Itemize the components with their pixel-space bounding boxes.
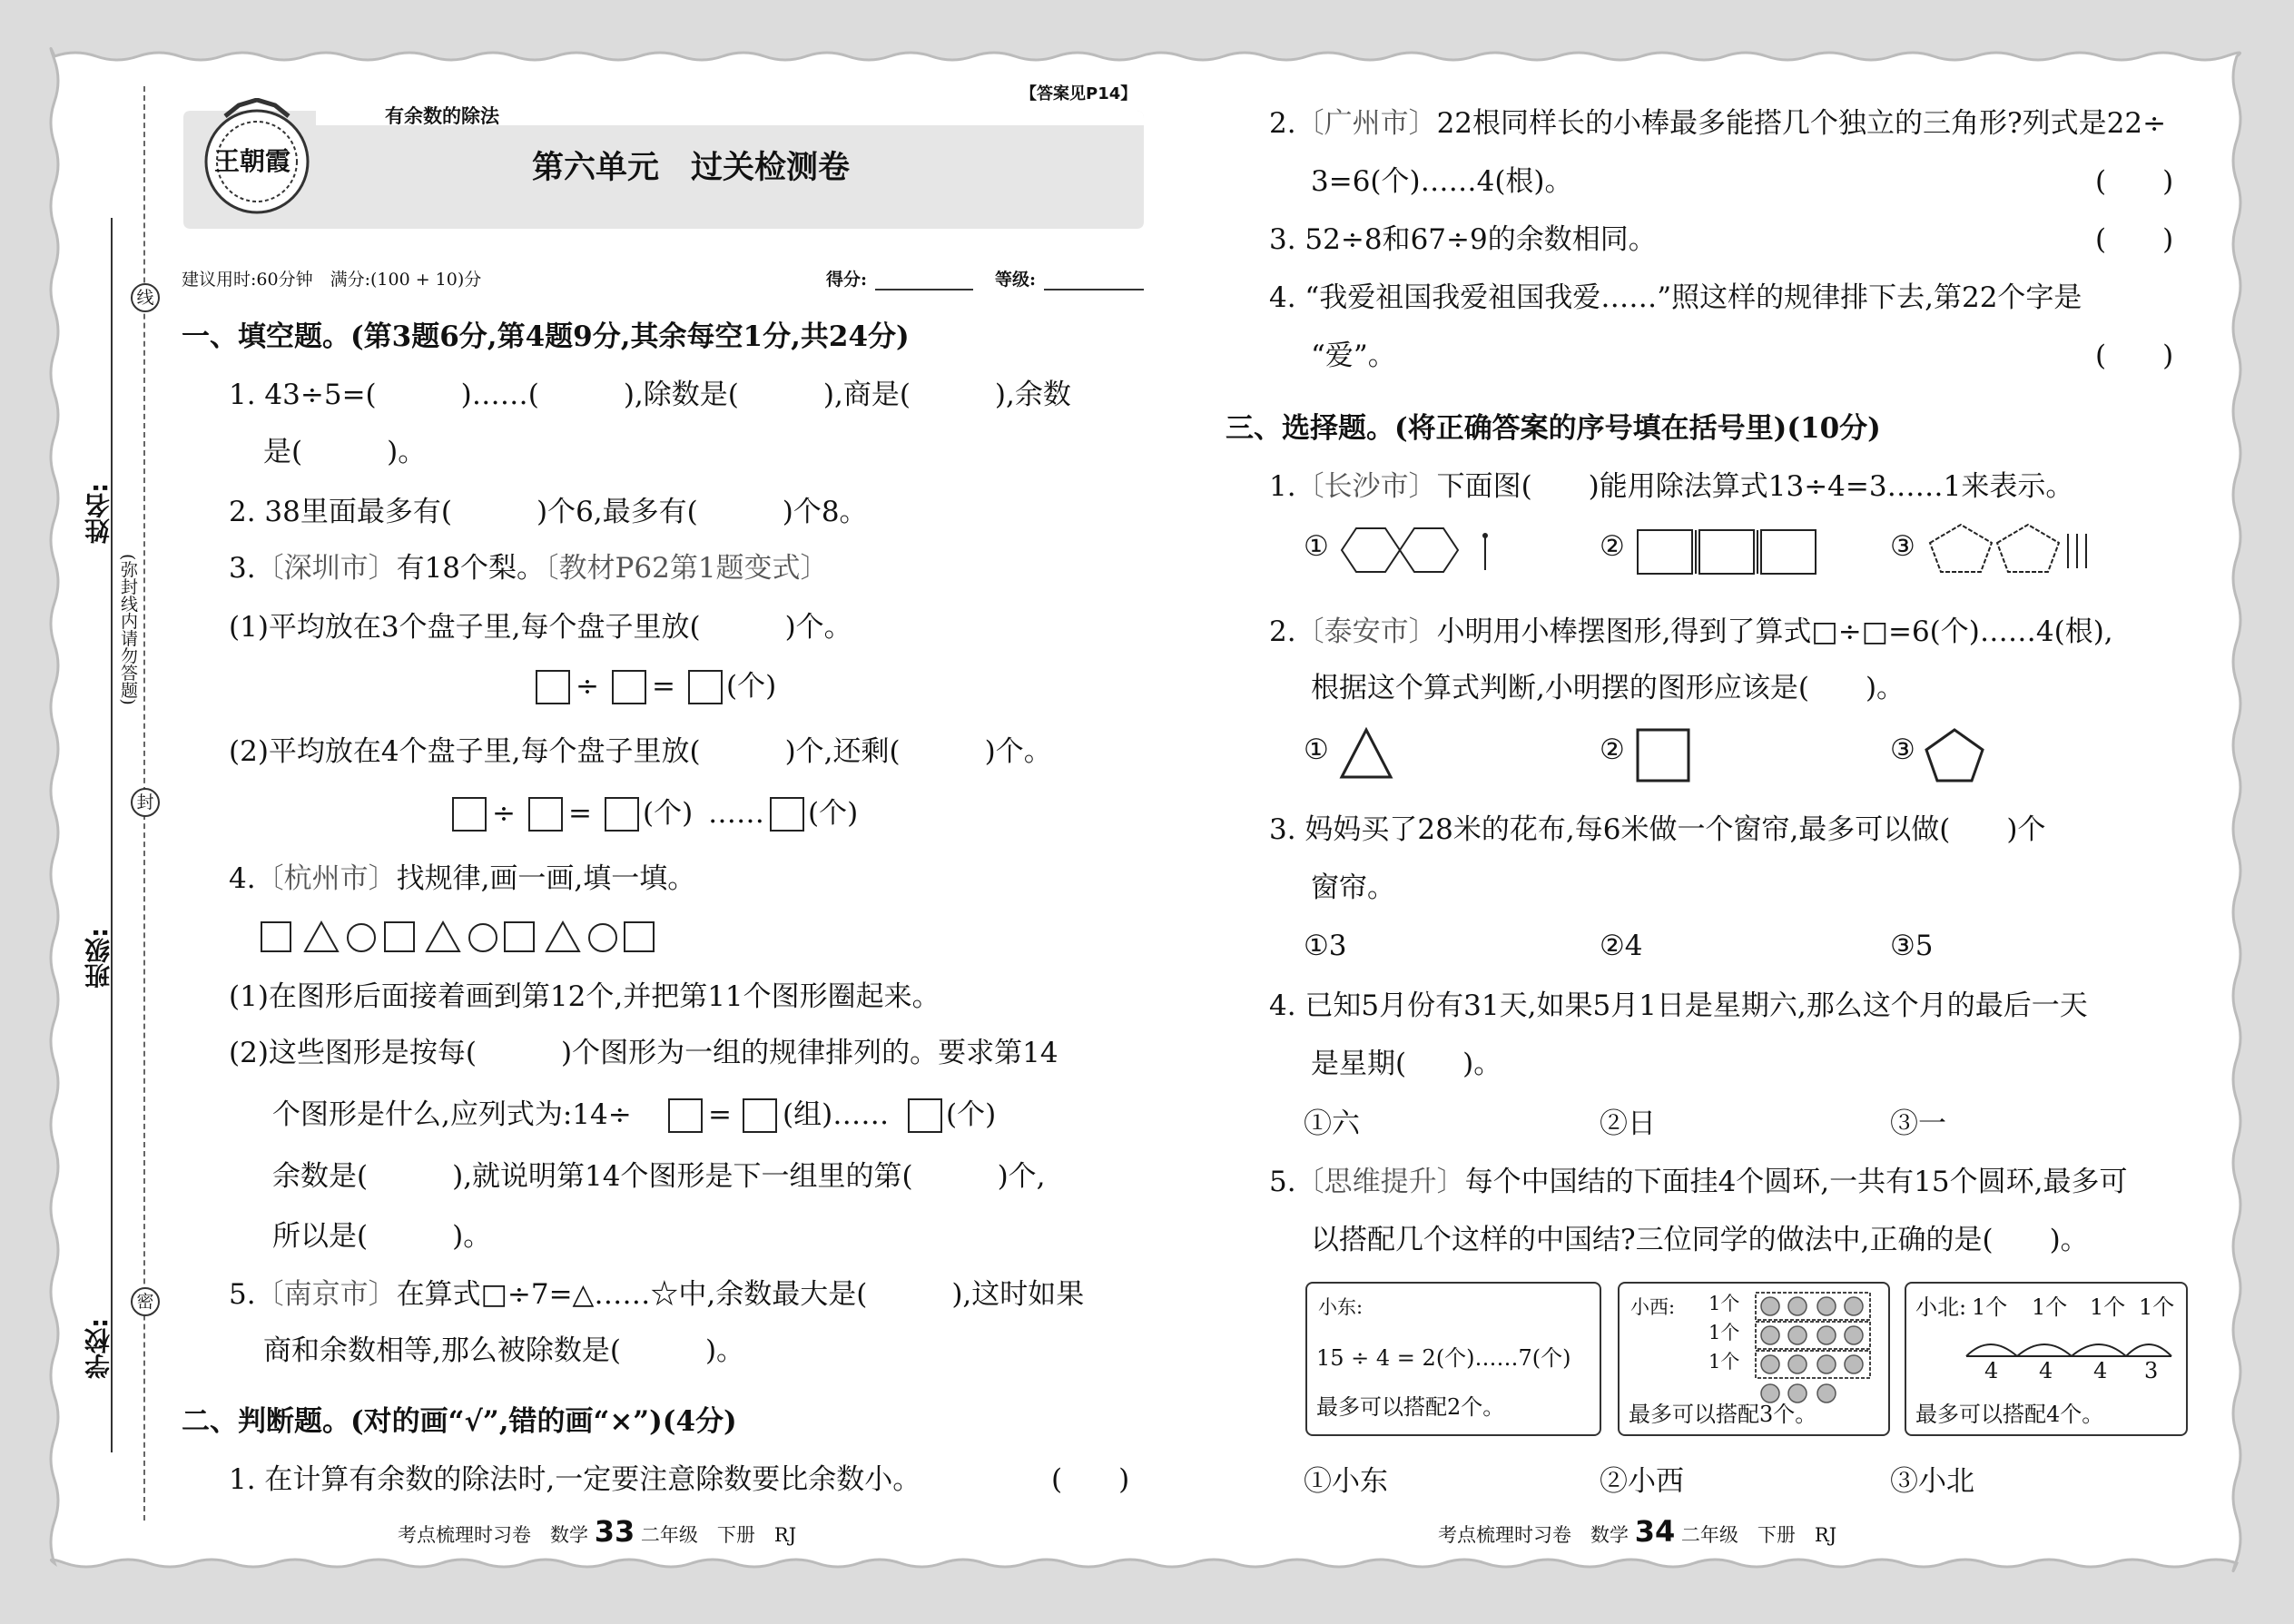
opt-3: ③ <box>1890 530 1915 563</box>
card-xiaobei <box>1905 1282 2188 1436</box>
sec1-title: 一、填空题。(第3题6分,第4题9分,其余每空1分,共24分) <box>182 320 910 353</box>
card2-row1: 1个 <box>1708 1293 1740 1314</box>
sec1-q5 <box>229 1276 1084 1313</box>
score-label: 得分: <box>826 270 868 290</box>
card2-result: 最多可以搭配3个。 <box>1629 1402 1817 1427</box>
sec1-q3-2: (2)平均放在4个盘子里,每个盘子里放( )个,还剩( )个。 <box>229 735 1052 768</box>
grade-line <box>1044 289 1144 290</box>
card2-row2: 1个 <box>1708 1322 1740 1343</box>
binding-mi: 密 <box>131 1287 160 1316</box>
answer-box[interactable] <box>770 797 804 832</box>
sec3-q3-opt2: ②4 <box>1600 930 1643 962</box>
eq-sign: = <box>568 797 592 830</box>
binding-xian: 线 <box>131 283 160 312</box>
page-title: 第六单元 过关检测卷 <box>532 150 851 186</box>
answer-box[interactable] <box>668 1098 703 1133</box>
card3-name: 小北: <box>1915 1294 1967 1320</box>
sec2-q4-b: “爱”。 <box>1311 340 1396 372</box>
sec2-q2-paren[interactable]: ( ) <box>2095 165 2174 198</box>
sec3-q5-opt1: ①小东 <box>1304 1465 1388 1498</box>
card3-result: 最多可以搭配4个。 <box>1915 1402 2104 1427</box>
sec3-q3-b: 窗帘。 <box>1311 871 1395 904</box>
pentagon-sticks-figure <box>1925 521 2097 577</box>
answer-box[interactable] <box>908 1098 942 1133</box>
s3q5-num: 5. <box>1269 1166 1296 1198</box>
sec1-q4-2a: (2)这些图形是按每( )个图形为一组的规律排列的。要求第14 <box>229 1037 1058 1069</box>
triangle-figure <box>1338 726 1394 781</box>
sec2-q3-paren[interactable]: ( ) <box>2095 223 2174 256</box>
square-figure <box>1634 726 1692 784</box>
sec3-title: 三、选择题。(将正确答案的序号填在括号里)(10分) <box>1226 412 1881 445</box>
q4-text: 找规律,画一画,填一填。 <box>396 862 696 895</box>
answer-box[interactable] <box>536 670 570 704</box>
sec3-q3-opt3: ③5 <box>1890 930 1934 962</box>
class-label: 班级: <box>84 927 113 989</box>
card1-calc: 15 ÷ 4 = 2(个)……7(个) <box>1316 1345 1571 1371</box>
footer-right-suffix: 二年级 下册 RJ <box>1680 1524 1837 1546</box>
q3-tag2: 〔教材P62第1题变式〕 <box>545 552 829 585</box>
q3-tag: 〔深圳市〕 <box>255 552 397 585</box>
sec2-title: 二、判断题。(对的画“√”,错的画“×”)(4分) <box>182 1405 737 1438</box>
s2q2-tag: 〔广州市〕 <box>1295 107 1437 140</box>
grade-label: 等级: <box>995 270 1037 290</box>
sec1-q4-2c: 余数是( ),就说明第14个图形是下一组里的第( )个, <box>272 1160 1046 1193</box>
page-number-right: 34 <box>1634 1514 1676 1549</box>
s3q2-num: 2. <box>1269 615 1296 648</box>
s2q2-num: 2. <box>1269 107 1296 140</box>
sec1-q1a: 1. 43÷5=( )……( ),除数是( ),商是( ),余数 <box>229 379 1071 411</box>
score-line <box>875 289 973 290</box>
sec1-q4-2d: 所以是( )。 <box>272 1220 492 1253</box>
footer-right-prefix: 考点梳理时习卷 数学 <box>1438 1524 1629 1546</box>
sec1-q4-2b: 个图形是什么,应列式为:14÷ <box>272 1098 632 1131</box>
dots: …… <box>708 797 764 830</box>
binding-solid-line <box>111 218 113 1452</box>
q4-tag: 〔杭州市〕 <box>255 862 397 895</box>
unit-topic: 有余数的除法 <box>385 104 499 127</box>
q3-text: 有18个梨。 <box>396 552 546 585</box>
answer-box[interactable] <box>452 797 487 832</box>
card1-result: 最多可以搭配2个。 <box>1316 1394 1505 1420</box>
sec3-q4-opt3: ③一 <box>1890 1107 1946 1140</box>
sec3-q2-b: 根据这个算式判断,小明摆的图形应该是( )。 <box>1311 672 1905 704</box>
s3q5-tag: 〔思维提升〕 <box>1295 1166 1465 1198</box>
card3-num1: 4 <box>1984 1358 1999 1383</box>
sec3-q5-b: 以搭配几个这样的中国结?三位同学的做法中,正确的是( )。 <box>1311 1224 2089 1256</box>
hexagon-sticks-figure <box>1338 523 1501 577</box>
footer-left-suffix: 二年级 下册 RJ <box>640 1524 797 1546</box>
sec3-q1 <box>1269 468 2073 505</box>
q4-num: 4. <box>229 862 256 895</box>
binding-feng: 封 <box>131 788 160 817</box>
card-xiaodong <box>1305 1282 1601 1436</box>
sec3-q5-opt2: ②小西 <box>1600 1465 1684 1498</box>
sec1-q3 <box>229 550 829 586</box>
opt-3: ③ <box>1890 733 1915 766</box>
unit-ge: (个) <box>946 1098 997 1131</box>
unit-ge: (个) <box>643 797 694 830</box>
answer-box[interactable] <box>612 670 646 704</box>
eq-sign: = <box>708 1098 732 1131</box>
s3q1-tag: 〔长沙市〕 <box>1295 470 1437 503</box>
sec3-q4-opt1: ①六 <box>1304 1107 1360 1140</box>
q5-tag: 〔南京市〕 <box>255 1278 397 1311</box>
logo-text: 王朝霞 <box>214 146 291 176</box>
sec2-q4: 4. “我爱祖国我爱祖国我爱……”照这样的规律排下去,第22个字是 <box>1269 281 2082 314</box>
opt-1: ① <box>1304 530 1329 563</box>
sec3-q5-opt3: ③小北 <box>1890 1465 1974 1498</box>
rings-grid <box>1754 1291 1872 1409</box>
footer-left <box>398 1514 797 1549</box>
sec2-q1-paren[interactable]: ( ) <box>1051 1463 1130 1496</box>
card3-label4: 1个 <box>2139 1294 2175 1320</box>
school-label: 学校: <box>84 1317 113 1379</box>
footer-left-prefix: 考点梳理时习卷 数学 <box>398 1524 588 1546</box>
q3-num: 3. <box>229 552 256 585</box>
answer-box[interactable] <box>688 670 723 704</box>
sec3-q4: 4. 已知5月份有31天,如果5月1日是星期六,那么这个月的最后一天 <box>1269 989 2088 1022</box>
sec1-q5-b: 商和余数相等,那么被除数是( )。 <box>263 1334 745 1367</box>
card2-row3: 1个 <box>1708 1351 1740 1373</box>
sec1-q1b: 是( )。 <box>263 436 427 468</box>
sec2-q4-paren[interactable]: ( ) <box>2095 340 2174 372</box>
card1-name: 小东: <box>1318 1296 1364 1318</box>
card3-num3: 4 <box>2093 1358 2108 1383</box>
sec3-q2 <box>1269 614 2113 650</box>
answer-box[interactable] <box>528 797 563 832</box>
opt-2: ② <box>1600 733 1625 766</box>
s3q5-text: 每个中国结的下面挂4个圆环,一共有15个圆环,最多可 <box>1464 1166 2128 1198</box>
square-sticks-figure <box>1634 527 1825 577</box>
zu-label: (组)…… <box>783 1098 890 1131</box>
page-number-left: 33 <box>594 1514 635 1549</box>
s3q1-text: 下面图( )能用除法算式13÷4=3……1来表示。 <box>1436 470 2074 503</box>
q5-num: 5. <box>229 1278 256 1311</box>
card3-label3: 1个 <box>2090 1294 2126 1320</box>
sec2-q3: 3. 52÷8和67÷9的余数相同。 <box>1269 223 1657 256</box>
s3q2-tag: 〔泰安市〕 <box>1295 615 1437 648</box>
sec2-q1: 1. 在计算有余数的除法时,一定要注意除数要比余数小。 <box>229 1463 921 1496</box>
arc-groups <box>1963 1329 2181 1362</box>
card-xiaoxi <box>1618 1282 1890 1436</box>
s2q2-text: 22根同样长的小棒最多能搭几个独立的三角形?列式是22÷ <box>1436 107 2167 140</box>
unit-ge: (个) <box>808 797 859 830</box>
sec1-q3-1: (1)平均放在3个盘子里,每个盘子里放( )个。 <box>229 611 852 644</box>
opt-1: ① <box>1304 733 1329 766</box>
card3-label2: 1个 <box>2032 1294 2068 1320</box>
name-label: 姓名: <box>84 482 113 544</box>
card3-num4: 3 <box>2144 1358 2159 1383</box>
card3-label1: 1个 <box>1972 1294 2008 1320</box>
sec3-q4-opt2: ②日 <box>1600 1107 1656 1140</box>
binding-note: (弥封线内请勿答题) <box>118 554 138 705</box>
sec2-q2 <box>1269 105 2166 142</box>
q5-text: 在算式□÷7=△……☆中,余数最大是( ),这时如果 <box>396 1278 1085 1311</box>
sec3-q5 <box>1269 1164 2127 1200</box>
unit-ge: (个) <box>726 670 777 703</box>
div-sign: ÷ <box>492 797 516 830</box>
sec3-q3-opt1: ①3 <box>1304 930 1347 962</box>
pentagon-figure <box>1923 726 1986 784</box>
div-sign: ÷ <box>576 670 599 703</box>
card2-name: 小西: <box>1630 1296 1676 1318</box>
footer-right <box>1438 1514 1837 1549</box>
sec1-q4 <box>229 861 695 897</box>
sec1-q4-1: (1)在图形后面接着画到第12个,并把第11个图形圈起来。 <box>229 980 940 1013</box>
sec2-q2-b: 3=6(个)……4(根)。 <box>1311 165 1573 198</box>
s3q2-text: 小明用小棒摆图形,得到了算式□÷□=6(个)……4(根), <box>1436 615 2113 648</box>
sec3-q3: 3. 妈妈买了28米的花布,每6米做一个窗帘,最多可以做( )个 <box>1269 813 2046 846</box>
shape-pattern <box>258 917 657 959</box>
card3-num2: 4 <box>2039 1358 2053 1383</box>
answer-box[interactable] <box>743 1098 777 1133</box>
answer-ref: 【答案见P14】 <box>1020 84 1137 103</box>
sec1-q2: 2. 38里面最多有( )个6,最多有( )个8。 <box>229 496 868 528</box>
s3q1-num: 1. <box>1269 470 1296 503</box>
eq-sign: = <box>652 670 675 703</box>
opt-2: ② <box>1600 530 1625 563</box>
answer-box[interactable] <box>605 797 639 832</box>
time-note: 建议用时:60分钟 满分:(100 + 10)分 <box>182 270 482 290</box>
sec3-q4-b: 是星期( )。 <box>1311 1048 1502 1080</box>
